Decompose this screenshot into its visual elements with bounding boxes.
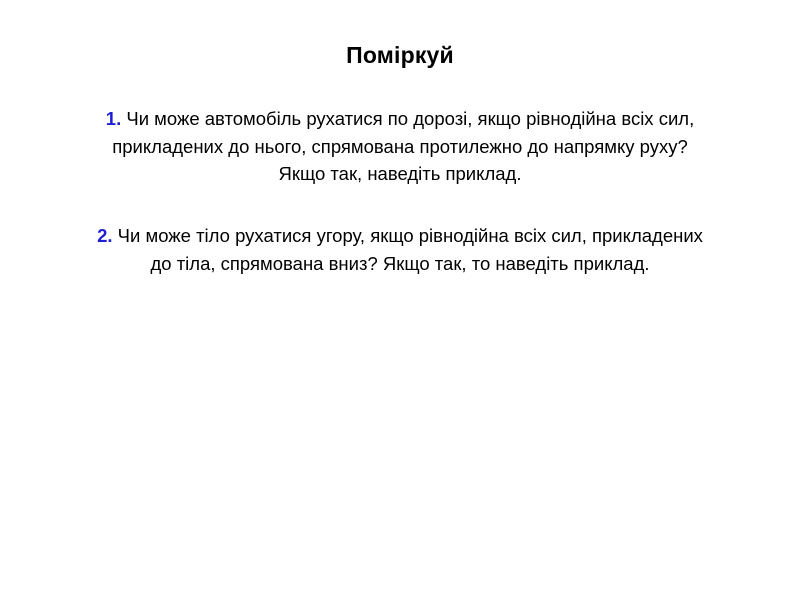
question-1 (20, 105, 780, 188)
question-2-text-1: Чи може тіло рухатися угору, якщо рівнодійна всіх сил, прикладених (117, 225, 703, 246)
question-1-number: 1. (105, 108, 122, 129)
question-1-line-2: прикладених до нього, спрямована протилежно до напрямку руху? (112, 135, 688, 157)
question-1-line-3: Якщо так, наведіть приклад. (278, 163, 522, 184)
question-1-line-1 (20, 105, 780, 133)
slide-title: Поміркуй (346, 42, 454, 68)
question-2-line-1 (20, 222, 780, 250)
question-2-number: 2. (97, 225, 113, 246)
question-2-line-2: до тіла, спрямована вниз? Якщо так, то наведіть приклад. (150, 252, 650, 274)
question-1-text-1: Чи може автомобіль рухатися по дорозі, якщо рівнодійна всіх сил, (126, 108, 695, 129)
question-2 (20, 222, 780, 277)
